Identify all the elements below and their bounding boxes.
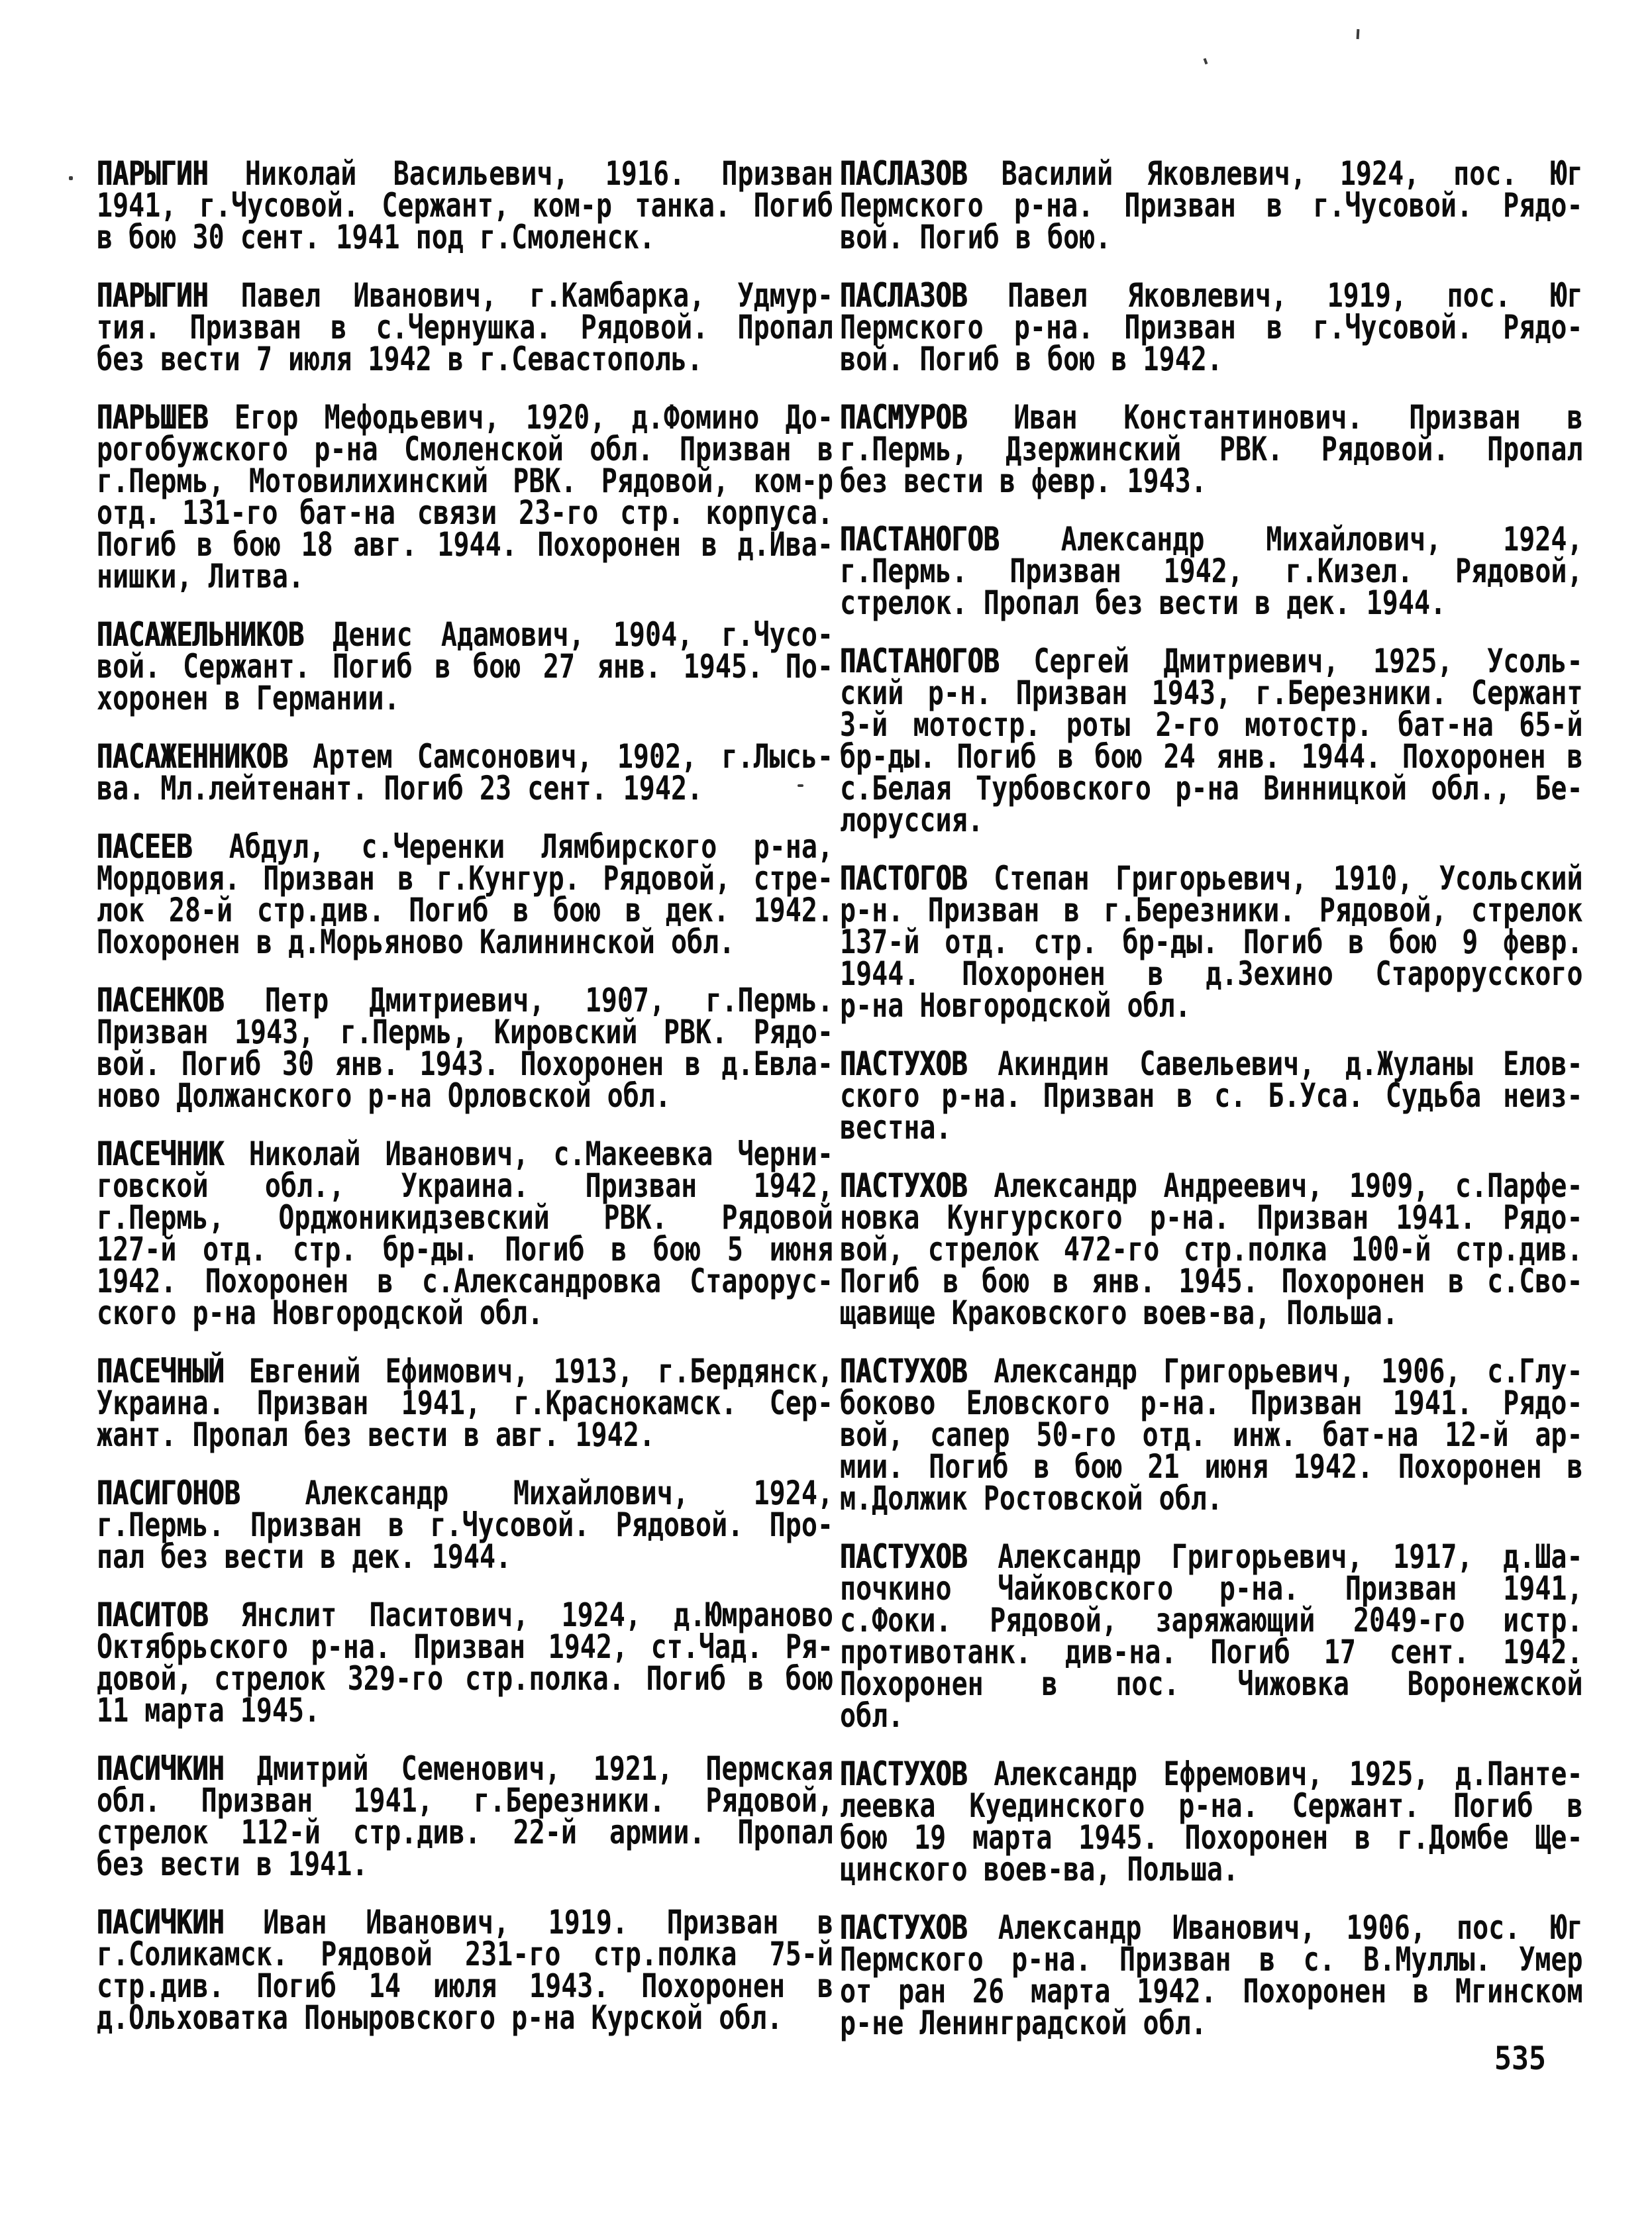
entry-line: ПАСТОГОВ Степан Григорьевич, 1910, Усольский bbox=[840, 859, 1583, 898]
surname: ПАСЕЧНИК bbox=[97, 1135, 225, 1173]
entry-line: ПАСМУРОВ Иван Константинович. Призван в bbox=[840, 398, 1583, 437]
memorial-entry bbox=[97, 398, 833, 595]
entry-line: 3-й мотостр. роты 2-го мотостр. бат-на 65-й bbox=[840, 705, 1583, 744]
entry-line: ПАСТУХОВ Александр Григорьевич, 1917, д.Ша- bbox=[840, 1537, 1583, 1576]
entry-line: ский р-н. Призван 1943, г.Березники. Сержант bbox=[840, 674, 1583, 712]
entry-line: вой. Сержант. Погиб в бою 27 янв. 1945. По- bbox=[97, 647, 833, 686]
surname: ПАСТУХОВ bbox=[840, 1045, 968, 1083]
entry-line: Пермского р-на. Призван в г.Чусовой. Рядо- bbox=[840, 186, 1583, 225]
entry-line: тия. Призван в с.Чернушка. Рядовой. Пропал bbox=[97, 308, 833, 346]
memorial-entry bbox=[97, 1135, 834, 1332]
entry-line: бою 19 марта 1945. Похоронен в г.Домбе Ще- bbox=[840, 1818, 1583, 1857]
entry-line: 11 марта 1945. bbox=[97, 1691, 321, 1730]
entry-line: вой. Погиб в бою в 1942. bbox=[840, 340, 1223, 378]
entry-line: лок 28-й стр.див. Погиб в бою в дек. 1942. bbox=[97, 891, 833, 929]
right-column bbox=[840, 154, 1583, 2065]
surname: ПАСТУХОВ bbox=[840, 1166, 968, 1205]
surname: ПАСИГОНОВ bbox=[97, 1474, 240, 1512]
entry-line: р-не Ленинградской обл. bbox=[840, 2004, 1207, 2042]
surname: ПАСЕЧНЫЙ bbox=[97, 1352, 225, 1390]
entry-line: щавище Краковского воев-ва, Польша. bbox=[840, 1294, 1398, 1332]
memorial-entry bbox=[840, 1352, 1583, 1518]
entry-line: довой, стрелок 329-го стр.полка. Погиб в бою bbox=[97, 1659, 833, 1698]
entry-line: без вести 7 июля 1942 в г.Севастополь. bbox=[97, 340, 703, 378]
surname: ПАСИЧКИН bbox=[97, 1749, 225, 1788]
entry-line: леевка Куединского р-на. Сержант. Погиб в bbox=[840, 1786, 1583, 1825]
memorial-entry bbox=[97, 1474, 833, 1576]
entry-line: г.Пермь. Призван 1942, г.Кизел. Рядовой, bbox=[840, 552, 1583, 590]
surname: ПАСМУРОВ bbox=[840, 398, 968, 437]
memorial-entry bbox=[840, 1908, 1583, 2042]
surname: ПАСЕЕВ bbox=[97, 827, 193, 866]
entry-line: ПАСТУХОВ Александр Андреевич, 1909, с.Парфе- bbox=[840, 1166, 1583, 1205]
memorial-entry bbox=[97, 981, 834, 1115]
entry-line: Украина. Призван 1941, г.Краснокамск. Сер- bbox=[97, 1384, 833, 1422]
entry-line: д.Ольховатка Поныровского р-на Курской обл. bbox=[97, 1998, 783, 2037]
entry-line: 137-й отд. стр. бр-ды. Погиб в бою 9 февр. bbox=[840, 923, 1583, 961]
entry-line: цинского воев-ва, Польша. bbox=[840, 1850, 1239, 1888]
entry-line: говской обл., Украина. Призван 1942, bbox=[97, 1166, 833, 1205]
surname: ПАСАЖЕННИКОВ bbox=[97, 737, 288, 776]
entry-line: р-на Новгородской обл. bbox=[840, 986, 1191, 1025]
entry-line: ПАРЬШЕВ Егор Мефодьевич, 1920, д.Фомино До- bbox=[97, 398, 833, 437]
surname: ПАСАЖЕЛЬНИКОВ bbox=[97, 615, 305, 654]
entry-line: ПАСИЧКИН Иван Иванович, 1919. Призван в bbox=[97, 1903, 834, 1941]
entry-line: ново Должанского р-на Орловской обл. bbox=[97, 1076, 671, 1115]
entry-line: ПАСИЧКИН Дмитрий Семенович, 1921, Пермская bbox=[97, 1749, 834, 1788]
entry-line: новка Кунгурского р-на. Призван 1941. Рядо- bbox=[840, 1198, 1583, 1237]
surname: ПАРЬШЕВ bbox=[97, 398, 209, 437]
entry-line: в бою 30 сент. 1941 под г.Смоленск. bbox=[97, 218, 655, 256]
entry-line: Октябрьского р-на. Призван 1942, ст.Чад. Ря- bbox=[97, 1628, 833, 1666]
entry-line: г.Пермь, Дзержинский РВК. Рядовой. Пропал bbox=[840, 430, 1583, 468]
surname: ПАСТАНОГОВ bbox=[840, 642, 1000, 680]
page-number: 535 bbox=[1494, 2040, 1547, 2077]
surname: ПАСТУХОВ bbox=[840, 1352, 968, 1390]
entry-line: г.Пермь, Орджоникидзевский РВК. Рядовой bbox=[97, 1198, 833, 1237]
memorial-entry bbox=[97, 154, 833, 256]
entry-line: бр-ды. Погиб в бою 24 янв. 1944. Похоронен в bbox=[840, 737, 1583, 776]
memorial-entry bbox=[97, 827, 833, 961]
surname: ПАСТАНОГОВ bbox=[840, 520, 1000, 558]
entry-line: обл. Призван 1941, г.Березники. Рядовой, bbox=[97, 1781, 833, 1820]
entry-line: 127-й отд. стр. бр-ды. Погиб в бою 5 июня bbox=[97, 1230, 833, 1268]
entry-line: жант. Пропал без вести в авг. 1942. bbox=[97, 1416, 655, 1454]
entry-line: боково Еловского р-на. Призван 1941. Рядо- bbox=[840, 1384, 1583, 1422]
entry-line: Призван 1943, г.Пермь, Кировский РВК. Рядо- bbox=[97, 1013, 833, 1051]
entry-line: г.Пермь, Мотовилихинский РВК. Рядовой, ком-р bbox=[97, 462, 833, 500]
entry-line: пал без вести в дек. 1944. bbox=[97, 1537, 512, 1576]
entry-line: ва. Мл.лейтенант. Погиб 23 сент. 1942. bbox=[97, 769, 703, 807]
entry-line: ского р-на Новгородской обл. bbox=[97, 1294, 544, 1332]
entry-line: Мордовия. Призван в г.Кунгур. Рядовой, стре- bbox=[97, 859, 833, 898]
entry-line: вестна. bbox=[840, 1108, 952, 1147]
scan-speck bbox=[1204, 58, 1208, 65]
memorial-entry bbox=[840, 398, 1583, 500]
memorial-entry bbox=[97, 1352, 834, 1454]
entry-line: без вести в 1941. bbox=[97, 1845, 368, 1883]
surname: ПАСЛАЗОВ bbox=[840, 276, 968, 315]
entry-line: ПАСЕЧНЫЙ Евгений Ефимович, 1913, г.Бердянск, bbox=[97, 1352, 834, 1390]
memorial-entry bbox=[97, 1903, 834, 2037]
entry-line: 1942. Похоронен в с.Александровка Старорус- bbox=[97, 1262, 833, 1300]
surname: ПАСТОГОВ bbox=[840, 859, 968, 898]
entry-line: ПАСТУХОВ Александр Ефремович, 1925, д.Панте- bbox=[840, 1755, 1583, 1793]
left-column bbox=[97, 154, 834, 2060]
memorial-entry bbox=[840, 520, 1583, 622]
surname: ПАСЛАЗОВ bbox=[840, 154, 968, 193]
entry-line: вой. Погиб в бою. bbox=[840, 218, 1111, 256]
entry-line: с.Белая Турбовского р-на Винницкой обл., Бе- bbox=[840, 769, 1583, 807]
entry-line: ПАСЛАЗОВ Василий Яковлевич, 1924, пос. Юг bbox=[840, 154, 1583, 193]
scan-speck bbox=[69, 176, 73, 180]
entry-line: Похоронен в д.Морьяново Калининской обл. bbox=[97, 923, 735, 961]
entry-line: 1941, г.Чусовой. Сержант, ком-р танка. Погиб bbox=[97, 186, 833, 225]
entry-line: ПАСТУХОВ Акиндин Савельевич, д.Жуланы Елов- bbox=[840, 1045, 1583, 1083]
entry-line: стр.див. Погиб 14 июля 1943. Похоронен в bbox=[97, 1967, 833, 2005]
entry-line: ПАСТУХОВ Александр Иванович, 1906, пос. Юг bbox=[840, 1908, 1583, 1947]
entry-line: ПАСИГОНОВ Александр Михайлович, 1924, bbox=[97, 1474, 833, 1512]
surname: ПАРЫГИН bbox=[97, 154, 209, 193]
entry-line: хоронен в Германии. bbox=[97, 679, 400, 717]
entry-line: Пермского р-на. Призван в с. В.Муллы. Умер bbox=[840, 1940, 1583, 1979]
memorial-entry bbox=[840, 1755, 1583, 1888]
entry-line: нишки, Литва. bbox=[97, 557, 305, 595]
entry-line: ПАРЫГИН Николай Васильевич, 1916. Призван bbox=[97, 154, 833, 193]
memorial-entry bbox=[840, 642, 1583, 839]
memorial-entry bbox=[97, 737, 833, 807]
entry-line: Похоронен в пос. Чижовка Воронежской bbox=[840, 1665, 1583, 1703]
entry-line: ПАСЕНКОВ Петр Дмитриевич, 1907, г.Пермь. bbox=[97, 981, 834, 1019]
surname: ПАСИЧКИН bbox=[97, 1903, 225, 1941]
surname: ПАСИТОВ bbox=[97, 1596, 209, 1634]
entry-line: ПАСТАНОГОВ Александр Михайлович, 1924, bbox=[840, 520, 1583, 558]
entry-line: обл. bbox=[840, 1696, 904, 1735]
memorial-entry bbox=[97, 276, 833, 378]
surname: ПАСТУХОВ bbox=[840, 1908, 968, 1947]
entry-line: ПАСАЖЕННИКОВ Артем Самсонович, 1902, г.Лысь- bbox=[97, 737, 833, 776]
entry-line: 1944. Похоронен в д.Зехино Старорусского bbox=[840, 955, 1583, 993]
entry-line: Пермского р-на. Призван в г.Чусовой. Рядо- bbox=[840, 308, 1583, 346]
entry-line: почкино Чайковского р-на. Призван 1941, bbox=[840, 1569, 1583, 1608]
memorial-entry bbox=[840, 154, 1583, 256]
entry-line: м.Должик Ростовской обл. bbox=[840, 1479, 1223, 1518]
memorial-entry bbox=[97, 1596, 833, 1730]
entry-line: Погиб в бою в янв. 1945. Похоронен в с.Сво- bbox=[840, 1262, 1583, 1300]
entry-line: противотанк. див-на. Погиб 17 сент. 1942. bbox=[840, 1633, 1583, 1671]
memorial-entry bbox=[840, 859, 1583, 1025]
entry-line: стрелок. Пропал без вести в дек. 1944. bbox=[840, 584, 1447, 622]
entry-line: без вести в февр. 1943. bbox=[840, 462, 1207, 500]
entry-line: ПАСЕЕВ Абдул, с.Черенки Лямбирского р-на, bbox=[97, 827, 833, 866]
entry-line: с.Фоки. Рядовой, заряжающий 2049-го истр. bbox=[840, 1601, 1583, 1639]
entry-line: ПАРЫГИН Павел Иванович, г.Камбарка, Удмур- bbox=[97, 276, 833, 315]
entry-line: мии. Погиб в бою 21 июня 1942. Похоронен в bbox=[840, 1447, 1583, 1486]
entry-line: г.Соликамск. Рядовой 231-го стр.полка 75-й bbox=[97, 1935, 833, 1973]
entry-line: ПАСТАНОГОВ Сергей Дмитриевич, 1925, Усоль- bbox=[840, 642, 1583, 680]
entry-line: лоруссия. bbox=[840, 801, 984, 839]
entry-line: отд. 131-го бат-на связи 23-го стр. корпуса. bbox=[97, 493, 833, 532]
entry-line: стрелок 112-й стр.див. 22-й армии. Пропал bbox=[97, 1813, 833, 1851]
entry-line: рогобужского р-на Смоленской обл. Призван в bbox=[97, 430, 833, 468]
surname: ПАСЕНКОВ bbox=[97, 981, 225, 1019]
entry-line: г.Пермь. Призван в г.Чусовой. Рядовой. Про- bbox=[97, 1506, 833, 1544]
surname: ПАРЫГИН bbox=[97, 276, 209, 315]
entry-line: ПАСАЖЕЛЬНИКОВ Денис Адамович, 1904, г.Чусо- bbox=[97, 615, 833, 654]
surname: ПАСТУХОВ bbox=[840, 1537, 968, 1576]
entry-line: вой, стрелок 472-го стр.полка 100-й стр.див. bbox=[840, 1230, 1583, 1268]
scan-speck bbox=[1357, 29, 1360, 39]
scan-speck bbox=[798, 784, 803, 787]
memorial-entry bbox=[840, 1045, 1583, 1147]
memorial-entry bbox=[840, 1537, 1583, 1735]
surname: ПАСТУХОВ bbox=[840, 1755, 968, 1793]
entry-line: ского р-на. Призван в с. Б.Уса. Судьба неиз- bbox=[840, 1076, 1583, 1115]
entry-line: ПАСЛАЗОВ Павел Яковлевич, 1919, пос. Юг bbox=[840, 276, 1583, 315]
entry-line: от ран 26 марта 1942. Похоронен в Мгинском bbox=[840, 1972, 1583, 2010]
entry-line: ПАСТУХОВ Александр Григорьевич, 1906, с.Глу- bbox=[840, 1352, 1583, 1390]
entry-line: р-н. Призван в г.Березники. Рядовой, стрелок bbox=[840, 891, 1583, 929]
entry-line: вой, сапер 50-го отд. инж. бат-на 12-й ар- bbox=[840, 1416, 1583, 1454]
entry-line: вой. Погиб 30 янв. 1943. Похоронен в д.Евла- bbox=[97, 1045, 833, 1083]
memorial-entry bbox=[840, 276, 1583, 378]
entry-line: Погиб в бою 18 авг. 1944. Похоронен в д.Ива- bbox=[97, 525, 833, 564]
memorial-entry bbox=[97, 1749, 834, 1883]
memorial-entry bbox=[840, 1166, 1583, 1332]
entry-line: ПАСЕЧНИК Николай Иванович, с.Макеевка Черни- bbox=[97, 1135, 834, 1173]
entry-line: ПАСИТОВ Янслит Паситович, 1924, д.Юмраново bbox=[97, 1596, 833, 1634]
memorial-entry bbox=[97, 615, 833, 717]
